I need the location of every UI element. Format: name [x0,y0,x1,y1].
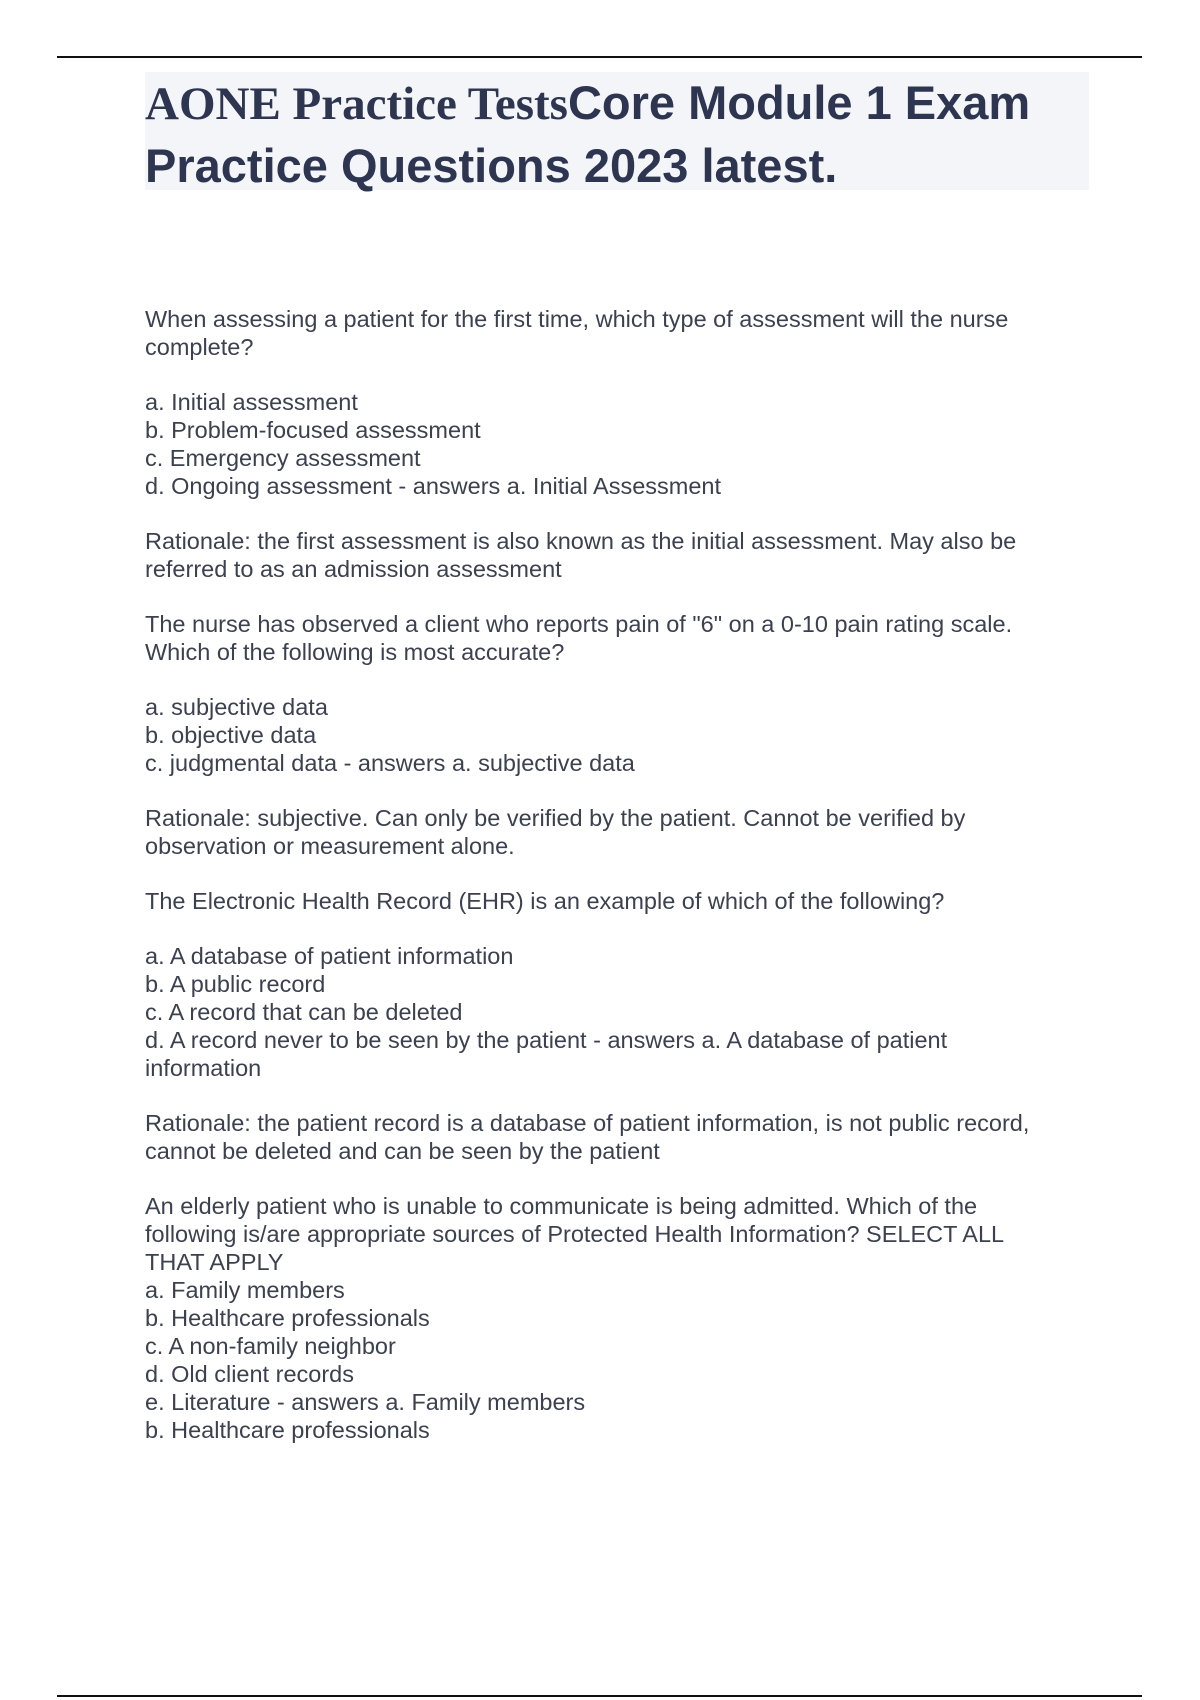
top-divider [57,56,1142,58]
rationale-1 [145,527,1085,583]
title-line-2: Practice Questions 2023 latest. [145,139,838,192]
question-1 [145,305,1085,361]
question-2-options [145,693,1085,777]
option-with-answer-cont: b. Healthcare professionals [145,1417,430,1443]
option: c. A non-family neighbor [145,1333,396,1359]
option-with-answer: d. A record never to be seen by the patient - answers a. A database of patient [145,1027,948,1053]
question-1-line-2: complete? [145,334,254,360]
question-3 [145,887,1085,915]
question-4-line-3: THAT APPLY [145,1249,284,1275]
page-title [145,72,1089,196]
option: a. A database of patient information [145,943,514,969]
option: c. A record that can be deleted [145,999,463,1025]
option-with-answer: d. Ongoing assessment - answers a. Initial Assessment [145,473,722,499]
title-block [145,72,1089,190]
option: b. Problem-focused assessment [145,417,481,443]
question-3-line-1: The Electronic Health Record (EHR) is an example of which of the following? [145,888,945,914]
rationale-line: Rationale: the patient record is a database of patient information, is not public record, [145,1110,1030,1136]
option: a. Initial assessment [145,389,358,415]
rationale-line: cannot be deleted and can be seen by the patient [145,1138,660,1164]
question-4-line-1: An elderly patient who is unable to communicate is being admitted. Which of the [145,1193,978,1219]
document-body [145,305,1085,1471]
option: a. Family members [145,1277,345,1303]
question-4-options [145,1276,1085,1444]
question-4 [145,1192,1085,1276]
option-with-answer: c. judgmental data - answers a. subjective data [145,750,635,776]
question-1-options [145,388,1085,500]
rationale-line: Rationale: the first assessment is also known as the initial assessment. May also be [145,528,1017,554]
question-4-line-2: following is/are appropriate sources of Protected Health Information? SELECT ALL [145,1221,1005,1247]
question-2 [145,610,1085,666]
question-3-options [145,942,1085,1082]
rationale-2 [145,804,1085,860]
option: a. subjective data [145,694,328,720]
rationale-3 [145,1109,1085,1165]
question-1-line-1: When assessing a patient for the first time, which type of assessment will the nurse [145,306,1009,332]
question-2-line-2: Which of the following is most accurate? [145,639,565,665]
option-with-answer-cont: information [145,1055,262,1081]
option: b. Healthcare professionals [145,1305,430,1331]
question-2-line-1: The nurse has observed a client who reports pain of "6" on a 0-10 pain rating scale. [145,611,1013,637]
option-with-answer: e. Literature - answers a. Family members [145,1389,586,1415]
option: d. Old client records [145,1361,354,1387]
bottom-divider [57,1695,1142,1697]
option: c. Emergency assessment [145,445,421,471]
rationale-line: observation or measurement alone. [145,833,515,859]
rationale-line: referred to as an admission assessment [145,556,562,582]
option: b. A public record [145,971,326,997]
title-part-1: AONE Practice Tests [145,78,568,130]
option: b. objective data [145,722,317,748]
title-part-2: Core Module 1 Exam [567,76,1031,129]
rationale-line: Rationale: subjective. Can only be verified by the patient. Cannot be verified by [145,805,966,831]
